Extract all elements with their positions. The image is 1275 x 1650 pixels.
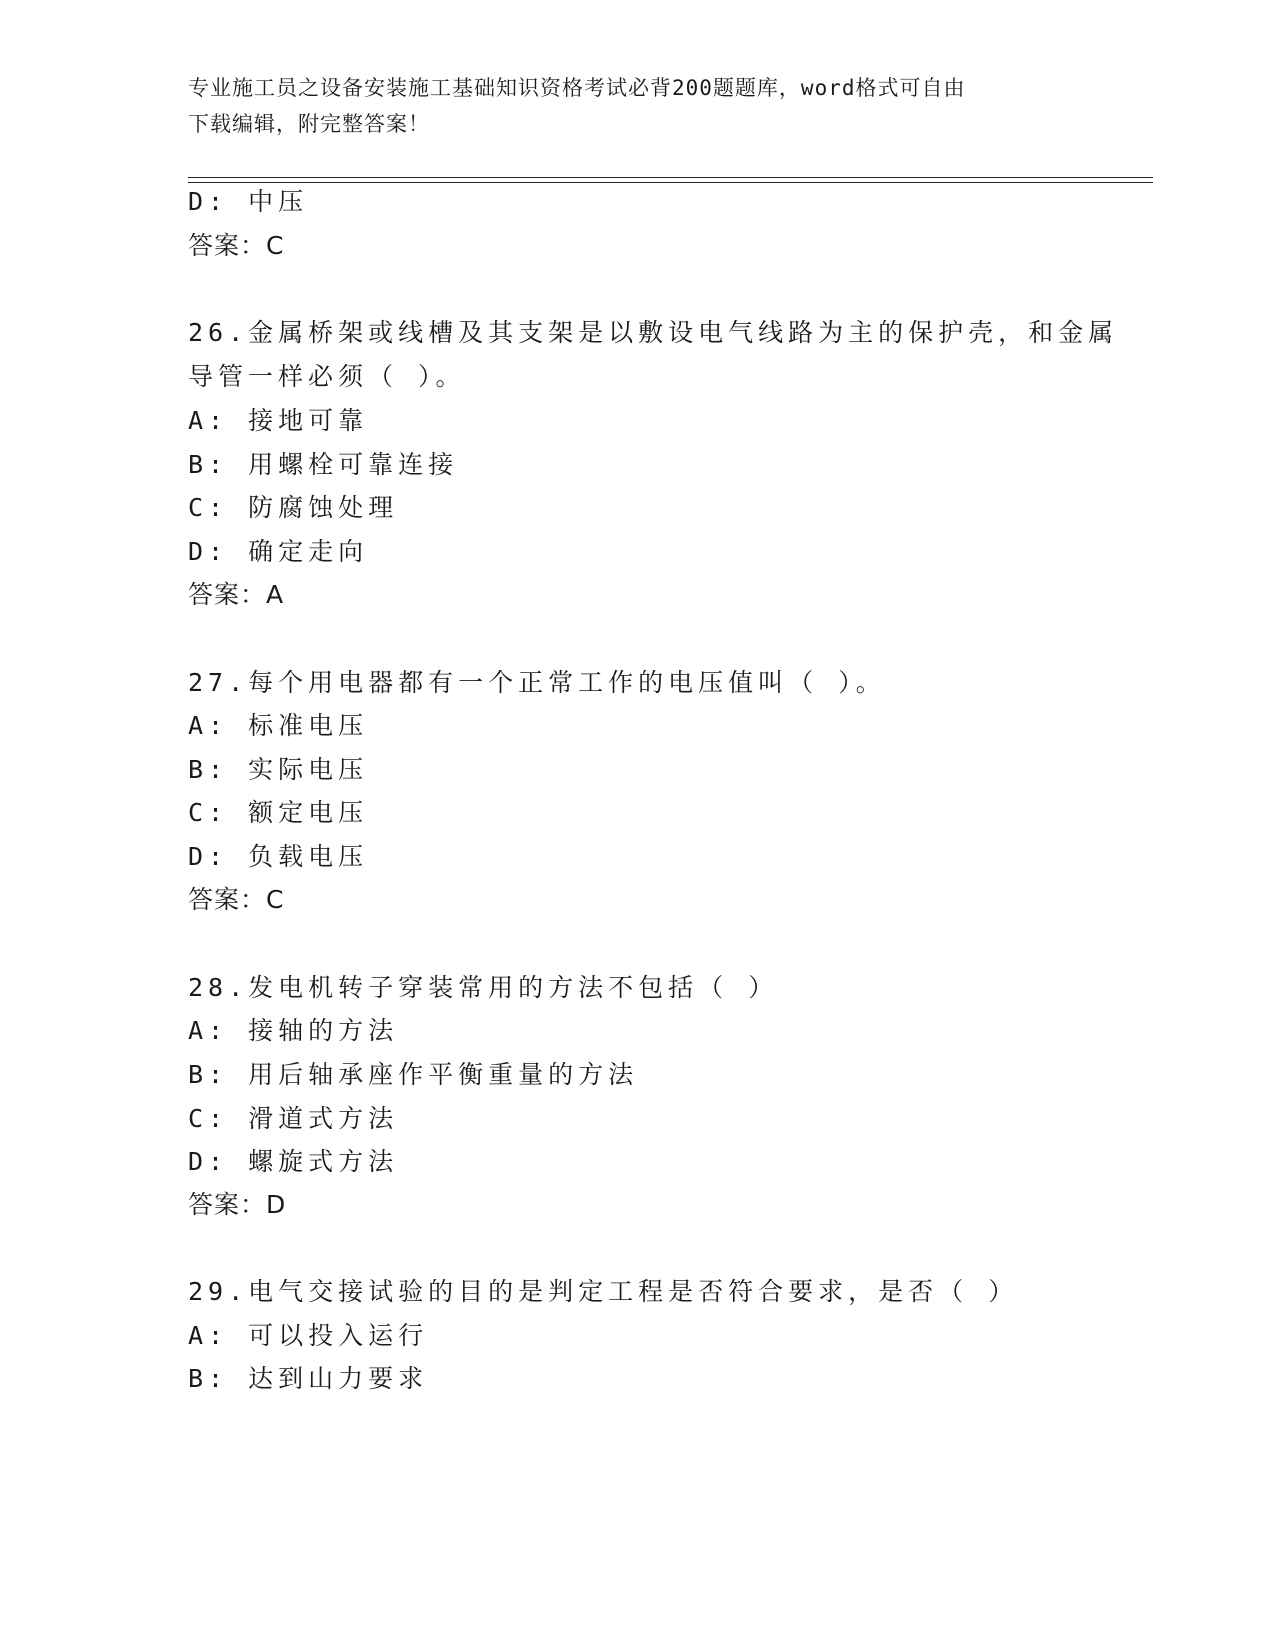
question-26-answer: 答案：A	[188, 580, 285, 609]
question-28-option-d: D: 螺旋式方法	[188, 1147, 399, 1176]
question-27-option-a: A: 标准电压	[188, 711, 369, 740]
question-27-answer: 答案：C	[188, 885, 285, 914]
question-28-option-c: C: 滑道式方法	[188, 1104, 399, 1133]
question-26-option-b: B: 用螺栓可靠连接	[188, 450, 459, 479]
document-header	[188, 70, 1068, 142]
prev-answer: 答案：C	[188, 231, 285, 260]
question-26-stem-line-1: 26.金属桥架或线槽及其支架是以敷设电气线路为主的保护壳，和金属	[188, 318, 1119, 347]
question-28-option-a: A: 接轴的方法	[188, 1016, 399, 1045]
question-27-option-c: C: 额定电压	[188, 798, 369, 827]
question-28-answer: 答案：D	[188, 1190, 287, 1219]
header-title-line-1: 专业施工员之设备安装施工基础知识资格考试必背200题题库，word格式可自由	[188, 76, 966, 100]
question-27-stem-line-1: 27.每个用电器都有一个正常工作的电压值叫（ ）。	[188, 668, 886, 697]
prev-option-d: D: 中压	[188, 187, 309, 216]
header-divider-bottom	[188, 182, 1153, 183]
question-26-option-c: C: 防腐蚀处理	[188, 493, 399, 522]
header-divider-top	[188, 177, 1153, 178]
question-28-option-b: B: 用后轴承座作平衡重量的方法	[188, 1060, 639, 1089]
question-26-option-d: D: 确定走向	[188, 537, 369, 566]
header-title-line-2: 下载编辑，附完整答案！	[188, 112, 430, 136]
question-26-option-a: A: 接地可靠	[188, 406, 369, 435]
question-29-option-b: B: 达到山力要求	[188, 1364, 429, 1393]
question-27-option-d: D: 负载电压	[188, 842, 369, 871]
question-29-stem-line-1: 29.电气交接试验的目的是判定工程是否符合要求，是否（ ）	[188, 1277, 1019, 1306]
question-28-stem-line-1: 28.发电机转子穿装常用的方法不包括（ ）	[188, 973, 779, 1002]
question-27-option-b: B: 实际电压	[188, 755, 369, 784]
question-26-stem-line-2: 导管一样必须（ ）。	[188, 362, 466, 391]
question-29-option-a: A: 可以投入运行	[188, 1321, 429, 1350]
